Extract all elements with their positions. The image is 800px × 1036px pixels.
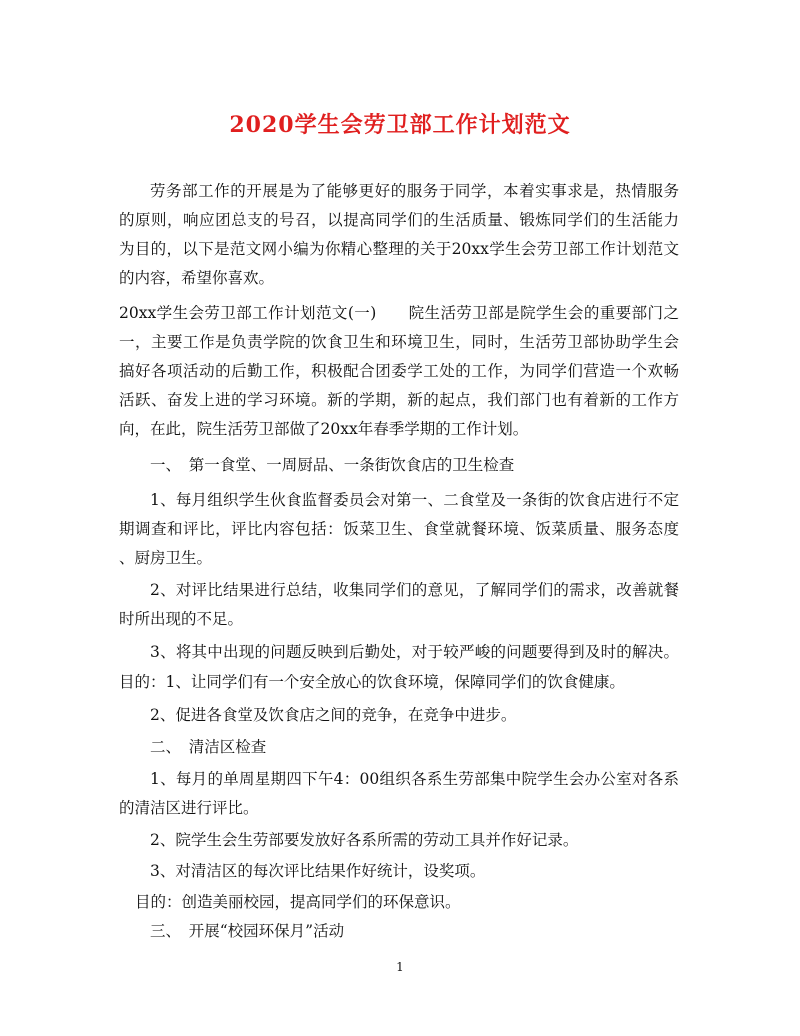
paragraph-line: 2、对评比结果进行总结，收集同学们的意见，了解同学们的需求，改善就餐 — [150, 581, 679, 599]
paragraph-line: 一，主要工作是负责学院的饮食卫生和环境卫生，同时，生活劳卫部协助学生会 — [119, 333, 679, 351]
section-heading: 二、 清洁区检查 — [150, 738, 267, 756]
section-heading: 一、 第一食堂、一周厨品、一条街饮食店的卫生检查 — [150, 456, 515, 474]
paragraph-line: 活跃、奋发上进的学习环境。新的学期，新的起点，我们部门也有着新的工作方 — [119, 391, 679, 409]
document-title: 2020学生会劳卫部工作计划范文 — [229, 112, 571, 138]
paragraph-line: 1、每月的单周星期四下午4：00组织各系生劳部集中院学生会办公室对各系 — [150, 770, 679, 788]
paragraph-line: 3、对清洁区的每次评比结果作好统计，设奖项。 — [150, 862, 486, 880]
paragraph-line: 3、将其中出现的问题反映到后勤处，对于较严峻的问题要得到及时的解决。 — [150, 643, 679, 661]
paragraph-line: 的原则，响应团总支的号召，以提高同学们的生活质量、锻炼同学们的生活能力 — [119, 211, 679, 229]
paragraph-line: 劳务部工作的开展是为了能够更好的服务于同学，本着实事求是，热情服务 — [150, 182, 679, 200]
paragraph-line: 的清洁区进行评比。 — [119, 799, 259, 817]
paragraph-line: 2、促进各食堂及饮食店之间的竞争，在竞争中进步。 — [150, 706, 517, 724]
paragraph-line: 为目的，以下是范文网小编为你精心整理的关于20xx学生会劳卫部工作计划范文 — [119, 240, 679, 258]
paragraph-line: 20xx学生会劳卫部工作计划范文(一) 院生活劳卫部是院学生会的重要部门之 — [119, 304, 679, 322]
paragraph-line: 1、每月组织学生伙食监督委员会对第一、二食堂及一条街的饮食店进行不定 — [150, 491, 679, 509]
paragraph-line: 时所出现的不足。 — [119, 610, 244, 628]
paragraph-line: 2、院学生会生劳部要发放好各系所需的劳动工具并作好记录。 — [150, 831, 579, 849]
paragraph-line: 、厨房卫生。 — [119, 549, 213, 567]
page-number: 1 — [396, 960, 404, 974]
paragraph-line: 目的：创造美丽校园，提高同学们的环保意识。 — [135, 893, 461, 911]
section-heading: 三、 开展“校园环保月”活动 — [150, 922, 345, 940]
paragraph-line: 的内容，希望你喜欢。 — [119, 269, 275, 287]
paragraph-line: 向，在此，院生活劳卫部做了20xx年春季学期的工作计划。 — [119, 420, 529, 438]
paragraph-line: 搞好各项活动的后勤工作，积极配合团委学工处的工作，为同学们营造一个欢畅 — [119, 362, 679, 380]
paragraph-line: 目的：1、让同学们有一个安全放心的饮食环境，保障同学们的饮食健康。 — [119, 673, 625, 691]
paragraph-line: 期调查和评比，评比内容包括：饭菜卫生、食堂就餐环境、饭菜质量、服务态度 — [119, 520, 679, 538]
